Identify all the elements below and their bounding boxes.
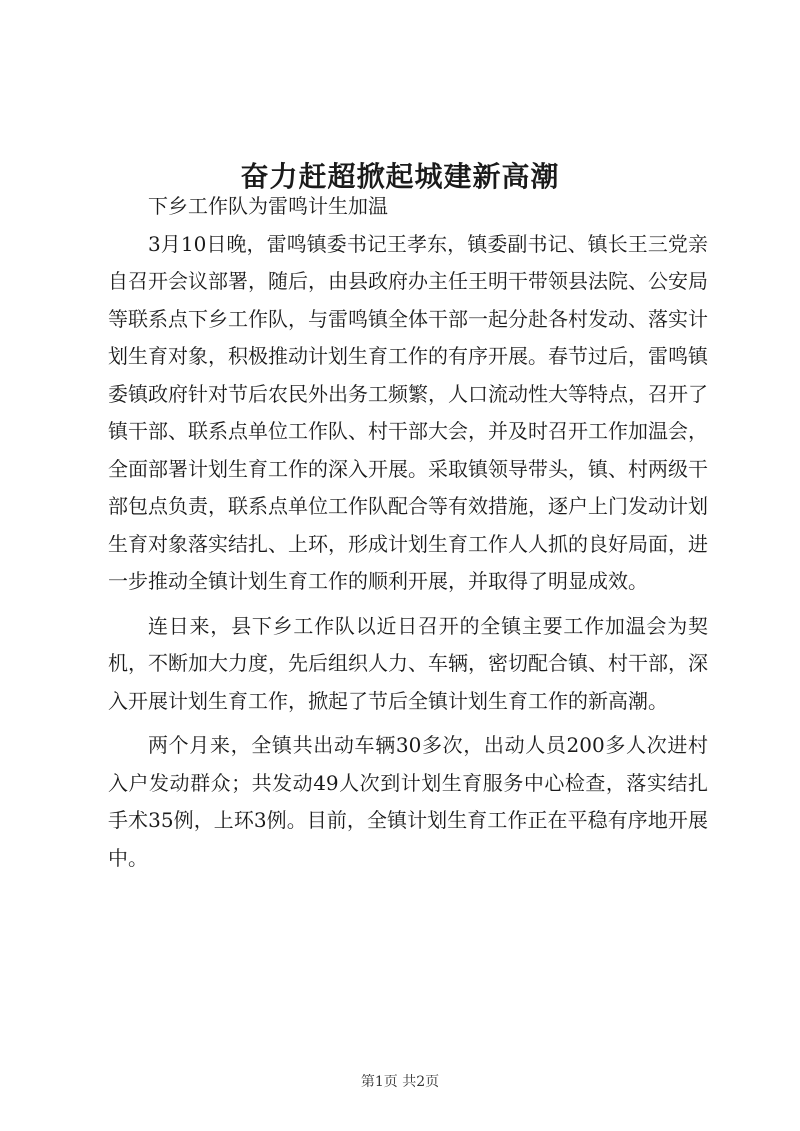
paragraph-2: 连日来，县下乡工作队以近日召开的全镇主要工作加温会为契机，不断加大力度，先后组织人力、车辆，密切配合镇、村干部，深入开展计划生育工作，掀起了节后全镇计划生育工作的新高潮。: [108, 613, 708, 713]
paragraph-1: 3月10日晚，雷鸣镇委书记王孝东，镇委副书记、镇长王三党亲自召开会议部署，随后，由县政府办主任王明干带领县法院、公安局等联系点下乡工作队，与雷鸣镇全体干部一起分赴各村发动、落实计划生育对象，积极推动计划生育工作的有序开展。春节过后，雷鸣镇委镇政府针对节后农民外出务工频繁，人口流动性大等特点，召开了镇干部、联系点单位工作队、村干部大会，并及时召开工作加温会，全面部署计划生育工作的深入开展。采取镇领导带头，镇、村两级干部包点负责，联系点单位工作队配合等有效措施，逐户上门发动计划生育对象落实结扎、上环，形成计划生育工作人人抓的良好局面，进一步推动全镇计划生育工作的顺利开展，并取得了明显成效。: [108, 231, 708, 593]
document-body: [108, 188, 708, 884]
page-footer: [0, 1072, 800, 1092]
paragraph-3: 两个月来，全镇共出动车辆30多次，出动人员200多人次进村入户发动群众；共发动49人次到计划生育服务中心检查，落实结扎手术35例，上环3例。目前，全镇计划生育工作正在平稳有序地开展中。: [108, 733, 708, 870]
document-subtitle: 下乡工作队为雷鸣计生加温: [148, 194, 388, 218]
document-title: 奋力赶超掀起城建新高潮: [240, 159, 560, 193]
page-number-label: 第1页 共2页: [360, 1074, 440, 1090]
